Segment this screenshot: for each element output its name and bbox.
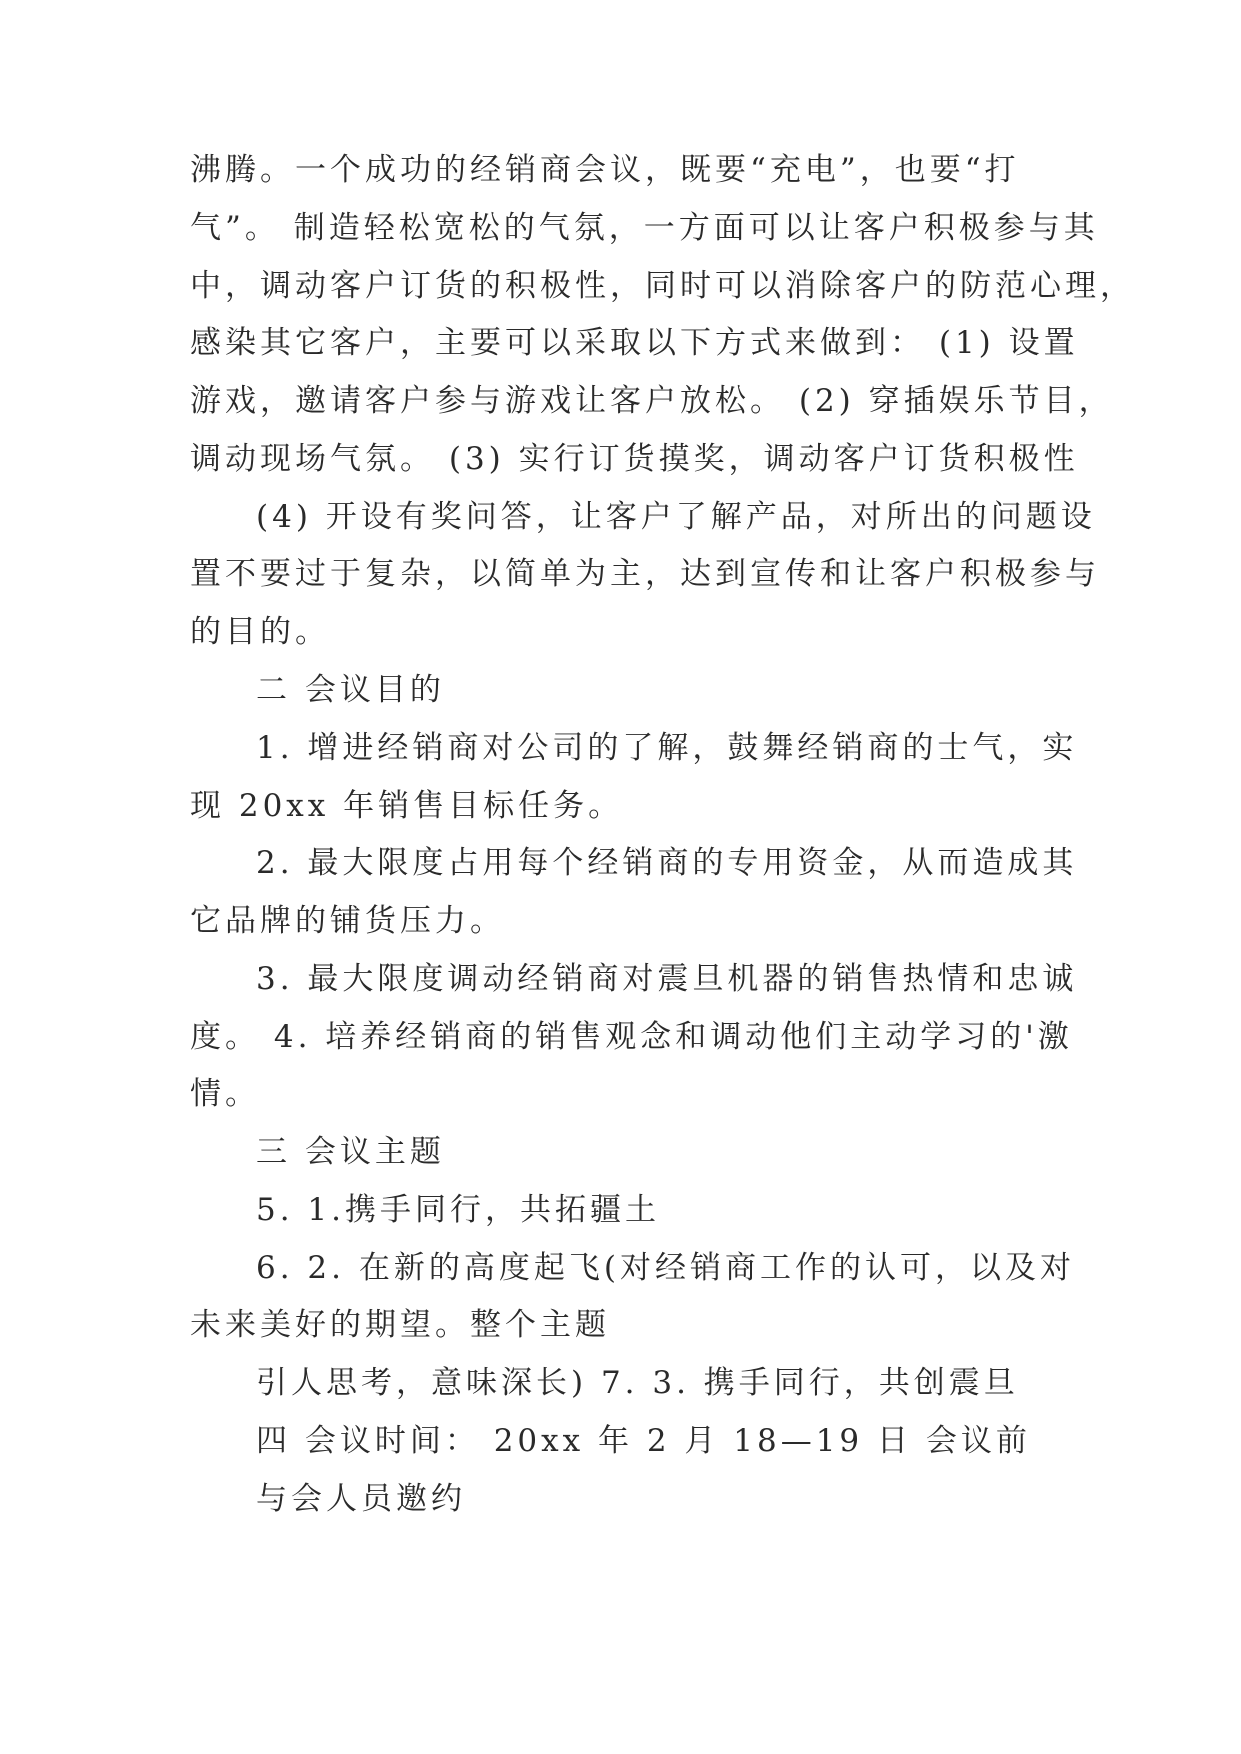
section-heading: 四 会议时间： 20xx 年 2 月 18—19 日 会议前 — [256, 1423, 1031, 1459]
paragraph-line: 置不要过于复杂，以简单为主，达到宣传和让客户积极参与 — [190, 556, 1100, 592]
paragraph-line: 现 20xx 年销售目标任务。 — [190, 788, 624, 824]
list-item: 2. 最大限度占用每个经销商的专用资金，从而造成其 — [256, 845, 1078, 881]
paragraph-line: 的目的。 — [190, 614, 330, 650]
paragraph-line: 度。 4. 培养经销商的销售观念和调动他们主动学习的'激 — [190, 1019, 1073, 1055]
list-item: 1. 增进经销商对公司的了解，鼓舞经销商的士气，实 — [256, 730, 1078, 766]
paragraph-line: 它品牌的铺货压力。 — [190, 903, 505, 939]
paragraph-line: 游戏，邀请客户参与游戏让客户放松。 (2) 穿插娱乐节目， — [190, 383, 1114, 419]
paragraph-line: 引人思考，意味深长) 7. 3. 携手同行，共创震旦 — [256, 1365, 1019, 1401]
paragraph-line: 情。 — [190, 1076, 260, 1112]
paragraph-line: (4) 开设有奖问答，让客户了解产品，对所出的问题设 — [256, 499, 1096, 535]
paragraph-line: 感染其它客户，主要可以采取以下方式来做到： (1) 设置 — [190, 325, 1079, 361]
list-item: 5. 1.携手同行，共拓疆土 — [256, 1192, 661, 1228]
paragraph-line: 沸腾。一个成功的经销商会议，既要“充电”，也要“打 — [190, 152, 1020, 188]
paragraph-line: 调动现场气氛。 (3) 实行订货摸奖，调动客户订货积极性 — [190, 441, 1079, 477]
section-heading: 二 会议目的 — [256, 672, 445, 708]
paragraph-line: 中，调动客户订货的积极性，同时可以消除客户的防范心理， — [190, 268, 1135, 304]
paragraph-line: 未来美好的期望。整个主题 — [190, 1307, 610, 1343]
paragraph-line: 与会人员邀约 — [256, 1481, 466, 1517]
paragraph-line: 气”。 制造轻松宽松的气氛，一方面可以让客户积极参与其 — [190, 210, 1099, 246]
section-heading: 三 会议主题 — [256, 1134, 445, 1170]
list-item: 6. 2. 在新的高度起飞(对经销商工作的认可，以及对 — [256, 1250, 1075, 1286]
list-item: 3. 最大限度调动经销商对震旦机器的销售热情和忠诚 — [256, 961, 1078, 997]
